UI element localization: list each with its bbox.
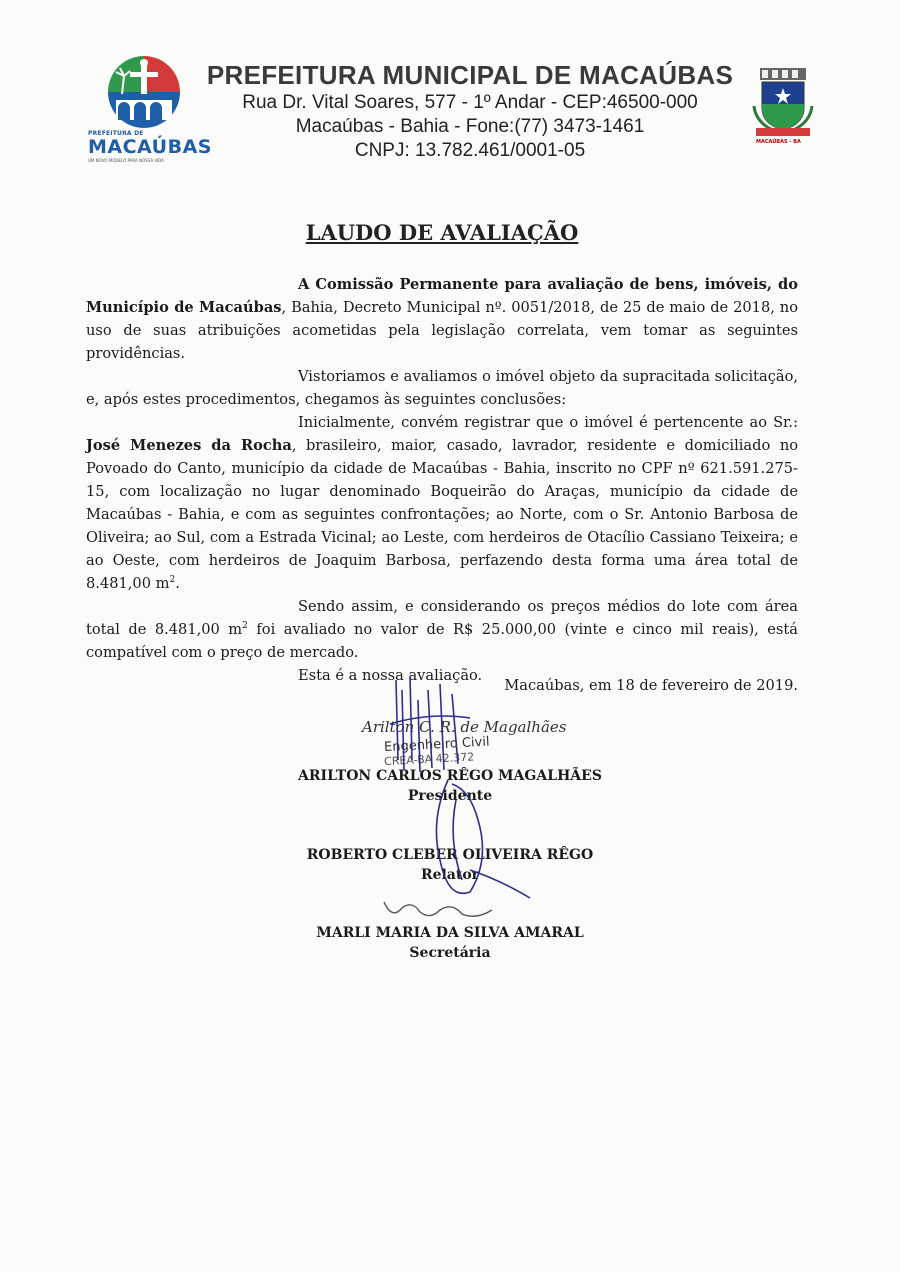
stamp-role: Engenheiro Civil (383, 734, 490, 756)
signatory-president (0, 766, 900, 806)
document-title: LAUDO DE AVALIAÇÃO (305, 220, 579, 245)
commission-name: A Comissão Permanente para avaliação de bens, imóveis, do Município de Macaúbas (86, 276, 798, 316)
stamp-name: Arilton C. R. de Magalhães (362, 718, 567, 736)
letterhead (200, 60, 740, 163)
owner-name: José Menezes da Rocha (86, 437, 292, 454)
signatory-role: Relator (420, 867, 480, 883)
logo-tagline: UM NOVO MODELO PARA NOSSA VIDA (88, 158, 164, 163)
signatory-name: MARLI MARIA DA SILVA AMARAL (316, 925, 584, 941)
signatory-name: ARILTON CARLOS RÊGO MAGALHÃES (298, 768, 602, 784)
stamp-registration: CREA-BA 42.372 (383, 750, 475, 769)
signatory-role: Presidente (407, 788, 493, 804)
paragraph-1: A Comissão Permanente para avaliação de bens, imóveis, do Município de Macaúbas, Bahia, Decreto Municipal nº. 0051/2018, de 25 de maio de 2018, no uso de suas atribuições acometidas pela legislação correlata, vem tomar as seguintes providências. (86, 276, 798, 362)
logo-small-text: PREFEITURA DE (88, 130, 144, 137)
municipality-logo (88, 52, 212, 163)
paragraph-3: Inicialmente, convém registrar que o imóvel é pertencente ao Sr.: José Menezes da Rocha, brasileiro, maior, casado, lavrador, residente e domiciliado no Povoado do Canto, município da cidade de Macaúbas - Bahia, inscrito no CPF nº 621.591.275-15, com localização no lugar denominado Boqueirão do Araças, município da cidade de Macaúbas - Bahia, e com as seguintes confrontações; ao Norte, com o Sr. Antonio Barbosa de Oliveira; ao Sul, com a Estrada Vicinal; ao Leste, com herdeiros de Otacílio Cassiano Teixeira; e ao Oeste, com herdeiros de Joaquim Barbosa, perfazendo desta forma uma área total de 8.481,00 $m^2$. (86, 414, 799, 592)
paragraph-4: Sendo assim, e considerando os preços médios do lote com área total de 8.481,00 $m^2$ foi avaliado no valor de R$ 25.000,00 (vinte e cinco mil reais), está compatível com o preço de mercado. (86, 598, 798, 661)
signatory-role: Secretária (409, 945, 491, 961)
municipal-crest (752, 66, 814, 148)
address-line-1: Rua Dr. Vital Soares, 577 - 1º Andar - CEP:46500-000 (242, 92, 698, 113)
signatory-secretary (0, 923, 900, 963)
engineer-stamp (362, 718, 567, 769)
signature-secretary (384, 902, 492, 916)
paragraph-2: Vistoriamos e avaliamos o imóvel objeto da supracitada solicitação, e, após estes procedimentos, chegamos às seguintes conclusões: (86, 368, 798, 408)
address-line-2: Macaúbas - Bahia - Fone:(77) 3473-1461 (295, 116, 645, 137)
paragraph-5: Esta é a nossa avaliação. (298, 667, 483, 684)
christ-arches-logo-icon (94, 52, 194, 130)
cnpj-line: CNPJ: 13.782.461/0001-05 (354, 140, 586, 161)
signatory-rapporteur (0, 845, 900, 885)
letterhead-title: PREFEITURA MUNICIPAL DE MACAÚBAS (206, 60, 734, 90)
signatory-name: ROBERTO CLEBER OLIVEIRA RÊGO (306, 847, 594, 863)
document-date: Macaúbas, em 18 de fevereiro de 2019. (504, 677, 798, 694)
logo-name: MACAÚBAS (88, 136, 212, 158)
document-body (86, 273, 798, 687)
coat-of-arms-icon (752, 66, 814, 140)
crest-label: MACAÚBAS - BA (756, 139, 801, 145)
